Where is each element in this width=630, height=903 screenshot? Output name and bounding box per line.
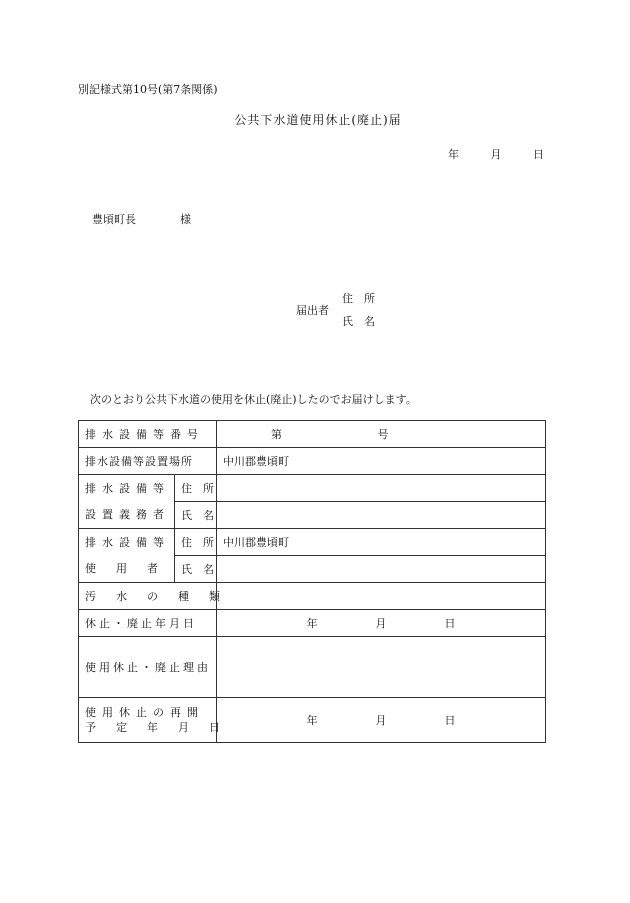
submission-date [448, 146, 544, 162]
addressee-honorific: 様 [180, 213, 191, 226]
obligor-label-line2: 設置義務者 [85, 507, 170, 521]
notifier-label: 届出者 [296, 304, 329, 317]
date-day-label: 日 [533, 148, 544, 161]
suspension-day: 日 [444, 617, 456, 630]
user-address-label: 住 所 [175, 529, 217, 556]
resume-label-line2: 予定年月日 [85, 721, 240, 734]
number-dai: 第 [271, 428, 282, 441]
sewage-type-field[interactable] [217, 583, 546, 610]
user-address-field[interactable]: 中川郡豊頃町 [217, 529, 546, 556]
table-row [79, 583, 546, 610]
obligor-label-line1: 排水設備等 [85, 481, 170, 495]
table-row [79, 698, 546, 743]
user-label-line2: 使用者 [85, 561, 178, 575]
resume-month: 月 [375, 714, 387, 727]
user-name-field[interactable] [217, 556, 546, 583]
resume-label-line1: 使用休止の再開 [85, 706, 204, 719]
reason-field[interactable] [217, 637, 546, 698]
notification-form-table [78, 420, 546, 743]
suspension-year: 年 [306, 617, 318, 630]
obligor-name-field[interactable] [217, 502, 546, 529]
addressee-name: 豊頃町長 [92, 213, 136, 226]
drainage-number-label: 排水設備等番号 [79, 421, 217, 448]
reason-label: 使用休止・廃止理由 [79, 637, 217, 698]
resume-year: 年 [306, 714, 318, 727]
resume-date-field[interactable] [217, 698, 546, 743]
table-row [79, 475, 546, 502]
number-go: 号 [377, 428, 389, 441]
install-location-field[interactable]: 中川郡豊頃町 [217, 448, 546, 475]
user-name-label: 氏 名 [175, 556, 217, 583]
resume-date-label [79, 698, 240, 743]
intro-text: 次のとおり公共下水道の使用を休止(廃止)したのでお届けします。 [90, 393, 417, 406]
obligor-label [79, 475, 175, 529]
table-row [79, 610, 546, 637]
obligor-address-label: 住 所 [175, 475, 217, 502]
table-row [79, 529, 546, 556]
suspension-date-label: 休止・廃止年月日 [79, 610, 217, 637]
document-title: 公共下水道使用休止(廃止)届 [234, 113, 402, 127]
table-row [79, 448, 546, 475]
notifier-name-label: 氏 名 [342, 315, 375, 328]
obligor-name-label: 氏 名 [175, 502, 217, 529]
date-month-label: 月 [490, 148, 502, 161]
suspension-date-field[interactable] [217, 610, 546, 637]
user-label [79, 529, 178, 583]
obligor-address-field[interactable] [217, 475, 546, 502]
user-label-line1: 排水設備等 [85, 535, 170, 549]
notifier-address-label: 住 所 [342, 292, 375, 305]
suspension-month: 月 [375, 617, 387, 630]
drainage-number-field[interactable] [217, 421, 546, 448]
addressee [92, 211, 191, 227]
form-number: 別記様式第10号(第7条関係) [78, 83, 218, 96]
resume-day: 日 [444, 714, 456, 727]
date-year-label: 年 [448, 148, 459, 161]
install-location-label: 排水設備等設置場所 [79, 448, 217, 475]
table-row [79, 421, 546, 448]
sewage-type-label: 汚水の種類 [79, 583, 217, 610]
table-row [79, 637, 546, 698]
